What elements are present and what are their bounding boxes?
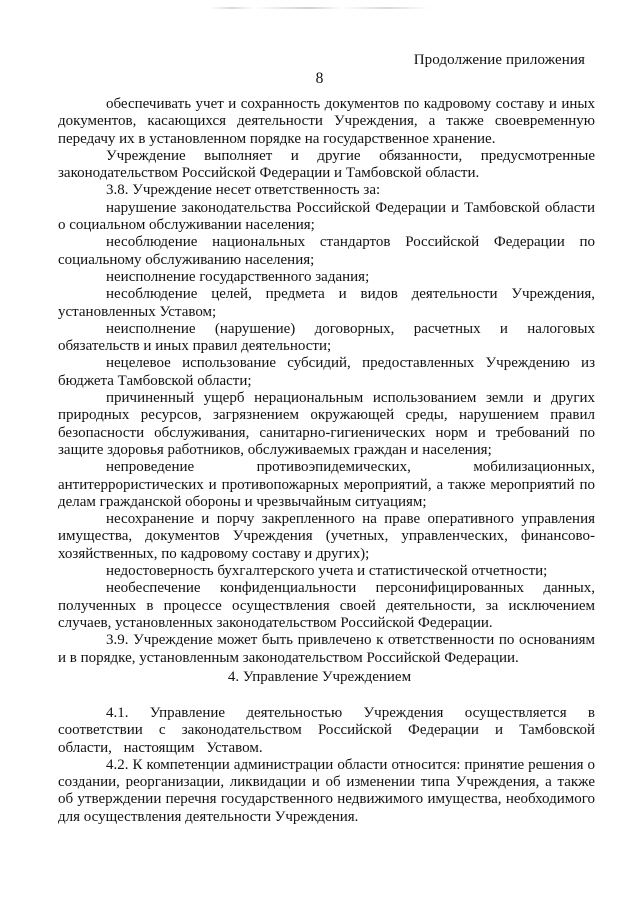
list-item: несоблюдение целей, предмета и видов деятельности Учреждения, установленных Уставом;	[58, 286, 595, 320]
list-item: нарушение законодательства Российской Федерации и Тамбовской области о социальном обслуживании населения;	[58, 199, 595, 234]
paragraph-clause-4-2: 4.2. К компетенции администрации области относится: принятие решения о создании, реорганизации, ликвидации и об изменении типа Учреждения, а также об утверждении перечня государственного недвижимого имущества, необходимого для осуществления деятельности Учреждения.	[58, 756, 595, 825]
paragraph-clause-3-8: 3.8. Учреждение несет ответственность за:	[106, 182, 381, 199]
paragraph-clause-4-1: 4.1. Управление деятельностью Учреждения осуществляется в соответствии с законодательством Российской Федерации и Тамбовской области, настоящим Уставом.	[58, 705, 595, 756]
scan-artifact	[210, 7, 430, 9]
paragraph: Учреждение выполняет и другие обязанности, предусмотренные законодательством Российской Федерации и Тамбовской области.	[58, 147, 595, 182]
list-item: несоблюдение национальных стандартов Российской Федерации по социальному обслуживанию населения;	[58, 234, 595, 268]
section-title: 4. Управление Учреждением	[227, 669, 412, 685]
page-number: 8	[315, 70, 324, 87]
list-item: причиненный ущерб нерациональным использованием земли и других природных ресурсов, загрязнением окружающей среды, нарушением правил безопасности обслуживания, санитарно-гигиенических норм и требований по защите здоровья работников, обслуживаемых граждан и населения;	[58, 390, 595, 458]
list-item: нецелевое использование субсидий, предоставленных Учреждению из бюджета Тамбовской области;	[58, 355, 595, 389]
paragraph-clause-3-9: 3.9. Учреждение может быть привлечено к ответственности по основаниям и в порядке, установленным законодательством Российской Федерации.	[58, 632, 595, 666]
list-item: неисполнение государственного задания;	[106, 268, 370, 285]
list-item: необеспечение конфиденциальности персонифицированных данных, полученных в процессе осуществления своей деятельности, за исключением случаев, установленных законодательством Российской Федерации.	[58, 580, 595, 631]
list-item: непроведение противоэпидемических, мобилизационных, антитеррористических и противопожарных мероприятий, а также мероприятий по делам гражданской обороны и чрезвычайным ситуациям;	[58, 459, 595, 510]
appendix-continuation-note: Продолжение приложения	[413, 52, 585, 68]
paragraph: обеспечивать учет и сохранность документов по кадровому составу и иных документов, касающихся деятельности Учреждения, а также своевременную передачу их в установленном порядке на государственное хранение.	[58, 96, 595, 147]
document-body	[58, 96, 595, 667]
section-body	[58, 705, 595, 826]
list-item: неисполнение (нарушение) договорных, расчетных и налоговых обязательств и иных правил деятельности;	[58, 320, 595, 355]
list-item: недостоверность бухгалтерского учета и статистической отчетности;	[106, 563, 548, 580]
list-item: несохранение и порчу закрепленного на праве оперативного управления имущества, документов Учреждения (учетных, управленческих, финансово-хозяйственных, по кадровому составу и других);	[58, 511, 595, 562]
